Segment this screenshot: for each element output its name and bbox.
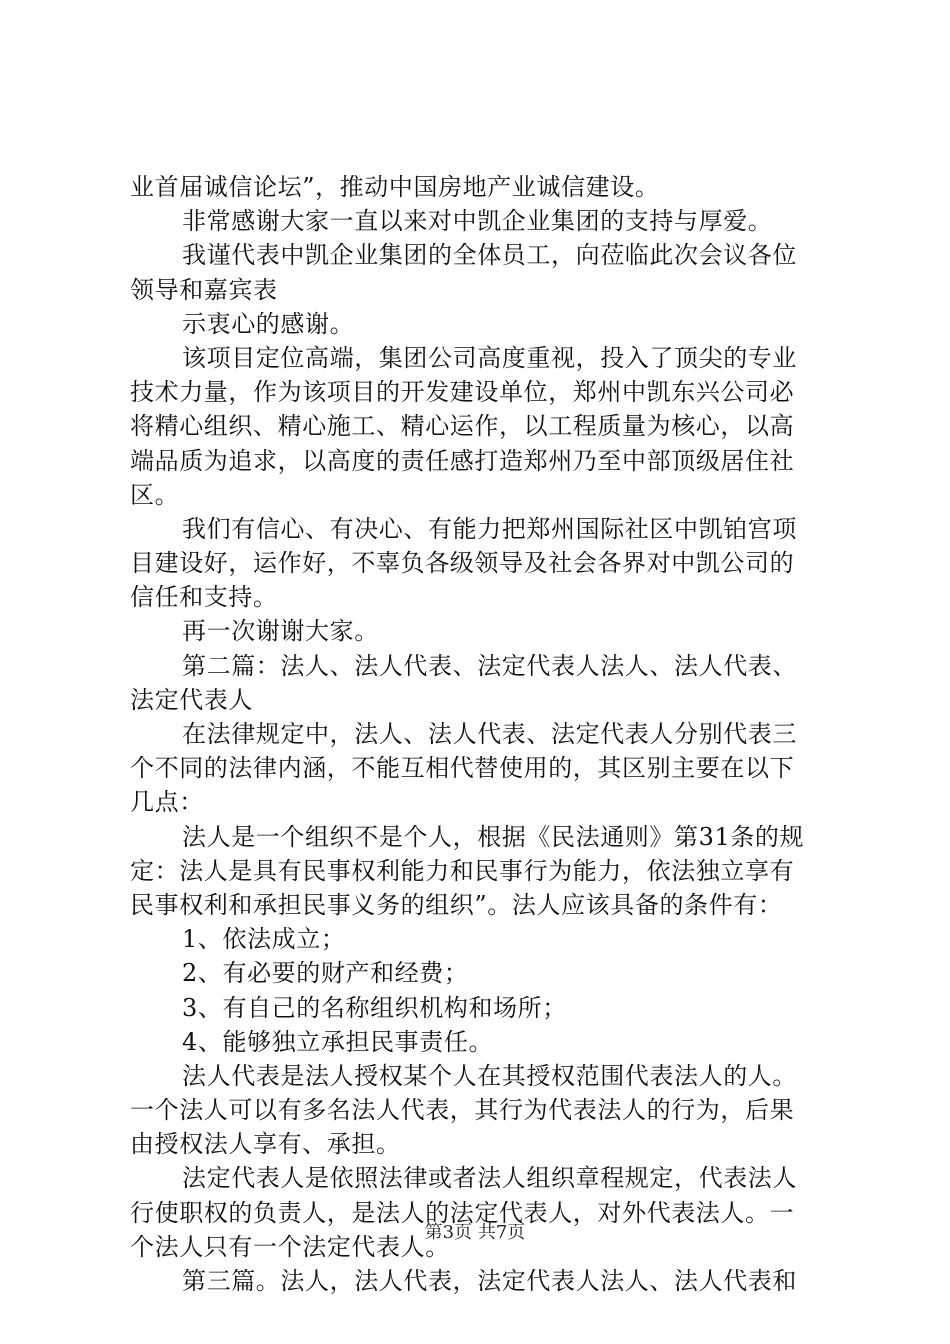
text-line: 业首届诚信论坛”，推动中国房地产业诚信建设。 [130, 173, 660, 201]
text-line: 法定代表人 [130, 685, 253, 714]
text-line: 我们有信心、有决心、有能力把郑州国际社区中凯铂宫项 [182, 514, 797, 543]
text-line: 法定代表人是依照法律或者法人组织章程规定，代表法人 [182, 1164, 797, 1193]
text-line: 在法律规定中，法人、法人代表、法定代表人分别代表三 [182, 720, 797, 748]
text-line: 技术力量，作为该项目的开发建设单位，郑州中凯东兴公司必 [130, 378, 795, 407]
text-line: 非常感谢大家一直以来对中凯企业集团的支持与厚爱。 [182, 207, 773, 236]
text-line: 第三篇。法人，法人代表，法定代表人法人、法人代表和 [182, 1267, 797, 1295]
text-line: 1、依法成立； [182, 925, 346, 954]
text-line: 定：法人是具有民事权利能力和民事行为能力，依法独立享有 [130, 856, 795, 885]
text-line: 领导和嘉宾表 [130, 275, 278, 304]
text-line: 2、有必要的财产和经费； [182, 959, 469, 988]
text-line: 再一次谢谢大家。 [182, 617, 379, 646]
text-line: 目建设好，运作好，不辜负各级领导及社会各界对中凯公司的 [130, 549, 795, 578]
text-line: 端品质为追求，以高度的责任感打造郑州乃至中部顶级居住社 [130, 446, 795, 475]
text-line: 示衷心的感谢。 [182, 309, 355, 338]
page-footer: 第3页 共7页 [424, 1222, 526, 1243]
text-line: 信任和支持。 [130, 583, 278, 612]
text-line: 3、有自己的名称组织机构和场所； [182, 993, 567, 1022]
text-line: 4、能够独立承担民事责任。 [182, 1027, 494, 1056]
text-line: 民事权利和承担民事义务的组织”。法人应该具备的条件有： [130, 890, 783, 919]
text-line: 我谨代表中凯企业集团的全体员工，向莅临此次会议各位 [182, 241, 797, 270]
text-line: 一个法人可以有多名法人代表，其行为代表法人的行为，后果 [130, 1096, 795, 1125]
text-line: 区。 [130, 480, 180, 509]
text-line: 行使职权的负责人，是法人的法定代表人，对外代表法人。一 [130, 1198, 795, 1227]
text-line: 将精心组织、精心施工、精心运作，以工程质量为核心，以高 [130, 412, 795, 441]
text-line: 个法人只有一个法定代表人。 [130, 1232, 450, 1261]
text-line: 该项目定位高端，集团公司高度重视，投入了顶尖的专业 [182, 343, 797, 372]
text-line: 第二篇：法人、法人代表、法定代表人法人、法人代表、 [182, 651, 797, 680]
text-line: 法人是一个组织不是个人，根据《民法通则》第31条的规 [182, 822, 805, 851]
text-line: 个不同的法律内涵，不能互相代替使用的，其区别主要在以下 [130, 754, 795, 783]
text-line: 法人代表是法人授权某个人在其授权范围代表法人的人。 [182, 1061, 797, 1090]
document-body [130, 170, 835, 1298]
text-line: 几点： [130, 788, 204, 817]
text-line: 由授权法人享有、承担。 [130, 1130, 401, 1159]
